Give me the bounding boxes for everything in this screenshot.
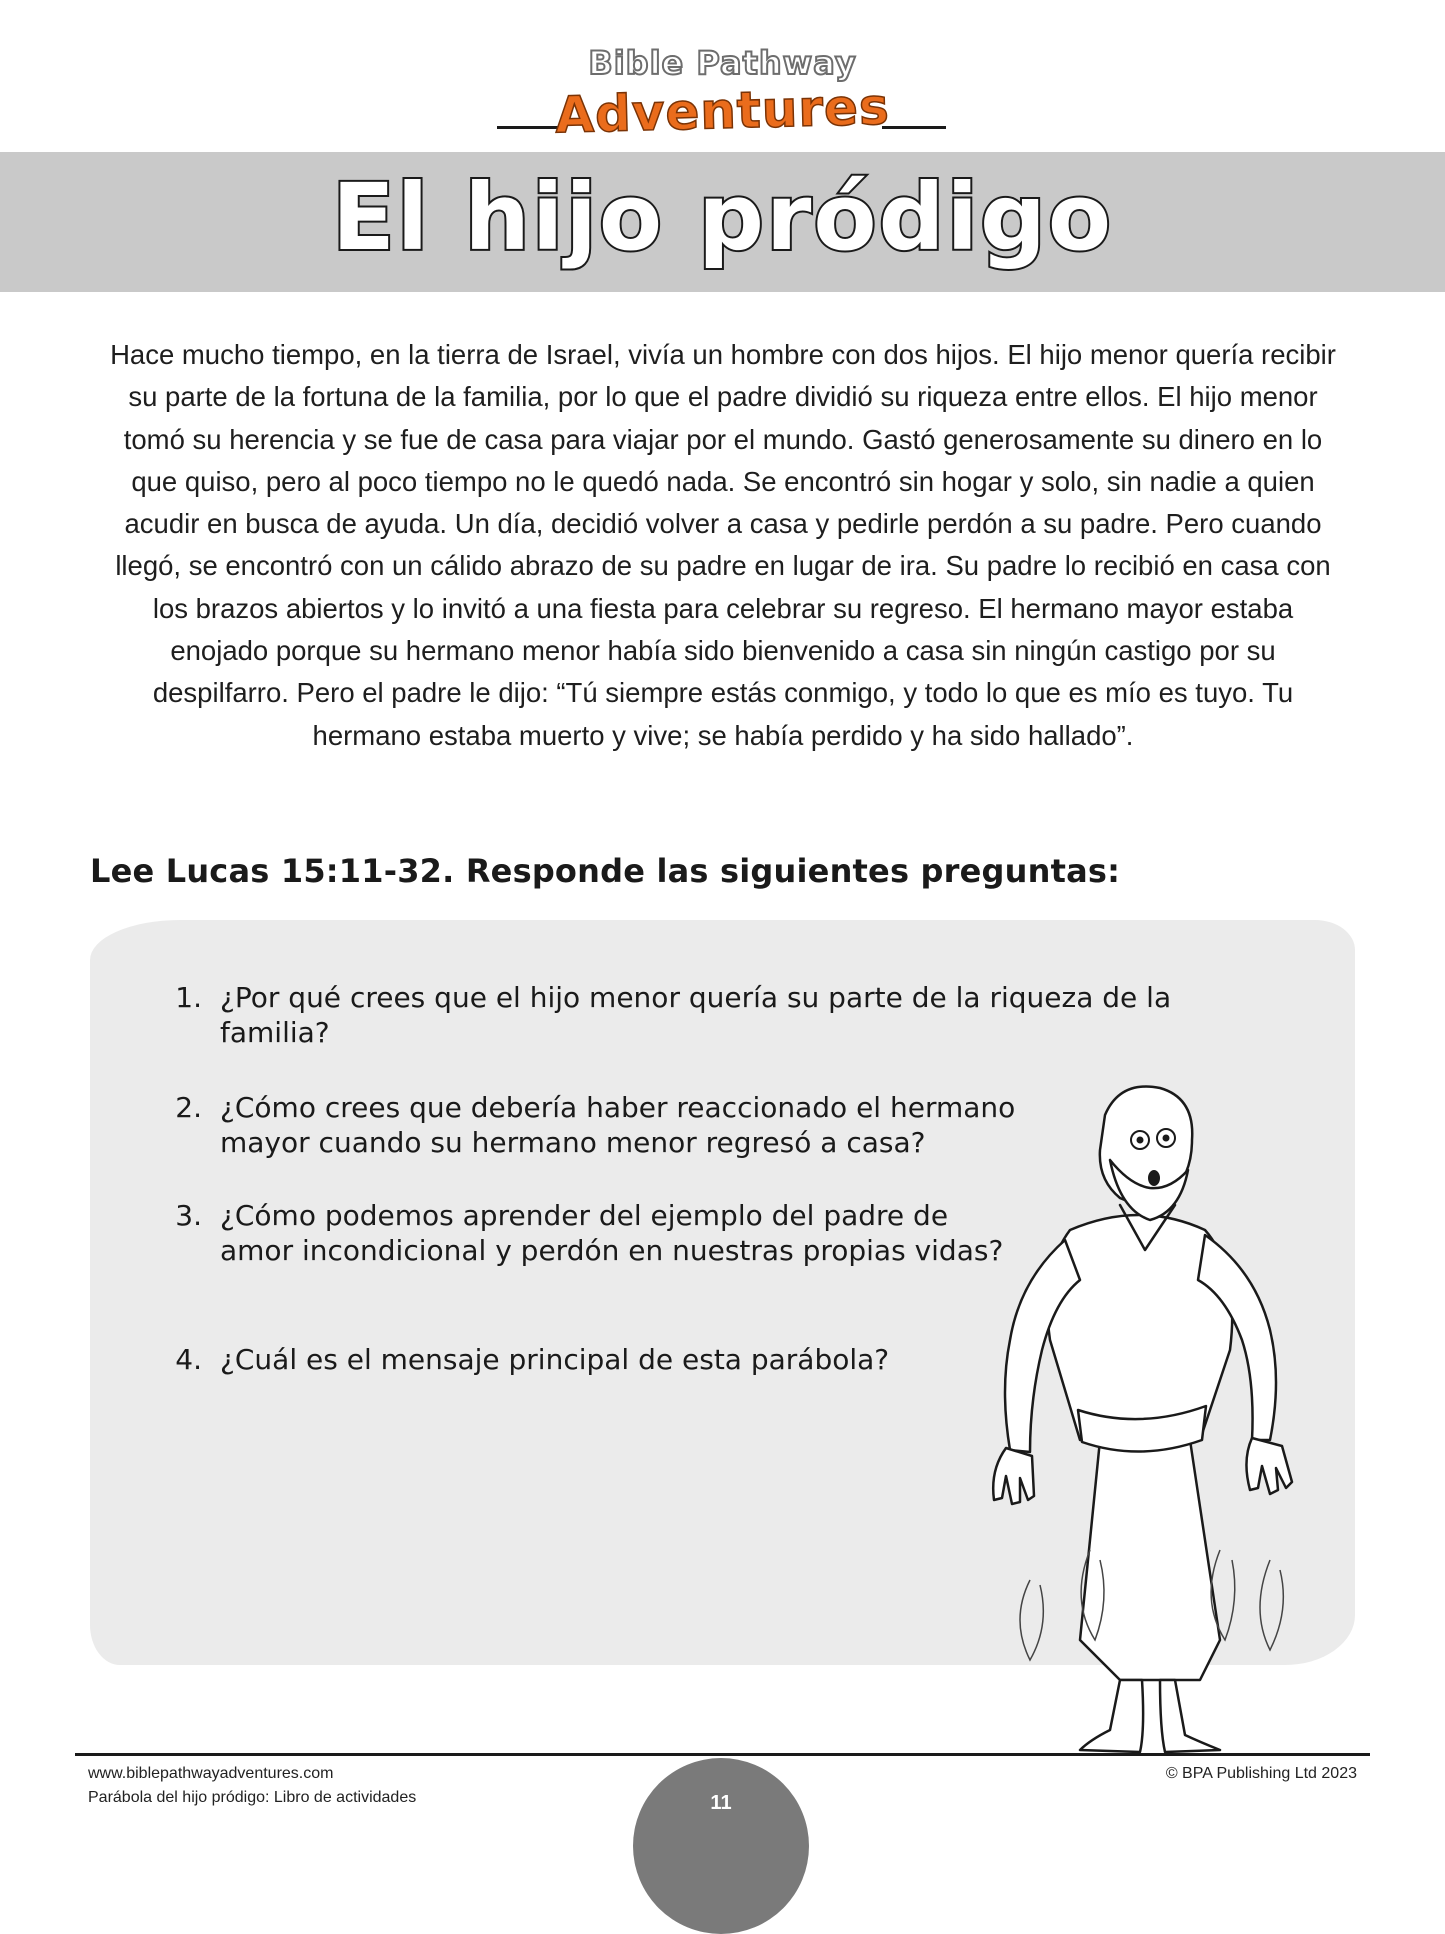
- logo-top-text: Bible Pathway: [588, 44, 857, 82]
- question-item-3: [160, 1198, 1020, 1268]
- question-item-4: [160, 1342, 1020, 1377]
- footer-divider: [75, 1753, 1370, 1756]
- question-number: 3.: [175, 1199, 202, 1232]
- footer-website-link[interactable]: www.biblepathwayadventures.com: [88, 1765, 334, 1782]
- page-number-badge: [633, 1758, 809, 1934]
- page-title: El hijo pródigo: [331, 164, 1114, 271]
- title-band: [0, 152, 1445, 292]
- publisher-logo: [0, 28, 1445, 145]
- instruction-heading: Lee Lucas 15:11-32. Responde las siguientes preguntas:: [90, 852, 1121, 890]
- footer-copyright: © BPA Publishing Ltd 2023: [1165, 1765, 1357, 1782]
- question-text: ¿Cómo crees que debería haber reaccionado el hermano mayor cuando su hermano menor regresó a casa?: [220, 1091, 1016, 1159]
- page-number: 11: [710, 1792, 732, 1814]
- question-item-1: [160, 980, 1240, 1050]
- story-paragraph: Hace mucho tiempo, en la tierra de Israel, vivía un hombre con dos hijos. El hijo menor quería recibir su parte de la fortuna de la familia, por lo que el padre dividió su riqueza entre ellos. El hijo menor tomó su herencia y se fue de casa para viajar por el mundo. Gastó generosamente su dinero en lo que quiso, pero al poco tiempo no le quedó nada. Se encontró sin hogar y solo, sin nadie a quien acudir en busca de ayuda. Un día, decidió volver a casa y pedirle perdón a su padre. Pero cuando llegó, se encontró con un cálido abrazo de su padre en lugar de ira. Su padre lo recibió en casa con los brazos abiertos y lo invitó a una fiesta para celebrar su regreso. El hermano mayor estaba enojado porque su hermano menor había sido bienvenido a casa sin ningún castigo por su despilfarro. Pero el padre le dijo: “Tú siempre estás conmigo, y todo lo que es mío es tuyo. Tu hermano estaba muerto y vive; se había perdido y ha sido hallado”.: [110, 339, 1336, 751]
- question-text: ¿Cuál es el mensaje principal de esta parábola?: [220, 1343, 890, 1376]
- footer-left: [88, 1762, 416, 1810]
- question-number: 2.: [175, 1091, 202, 1124]
- question-number: 4.: [175, 1343, 202, 1376]
- question-text: ¿Por qué crees que el hijo menor quería su parte de la riqueza de la familia?: [220, 981, 1172, 1049]
- question-item-2: [160, 1090, 1080, 1160]
- question-text: ¿Cómo podemos aprender del ejemplo del padre de amor incondicional y perdón en nuestras propias vidas?: [220, 1199, 1004, 1267]
- footer-book-title: Parábola del hijo pródigo: Libro de actividades: [88, 1789, 417, 1806]
- prodigal-son-illustration: [970, 1080, 1330, 1760]
- logo-bottom-text: Adventures: [554, 77, 891, 145]
- question-number: 1.: [175, 981, 202, 1014]
